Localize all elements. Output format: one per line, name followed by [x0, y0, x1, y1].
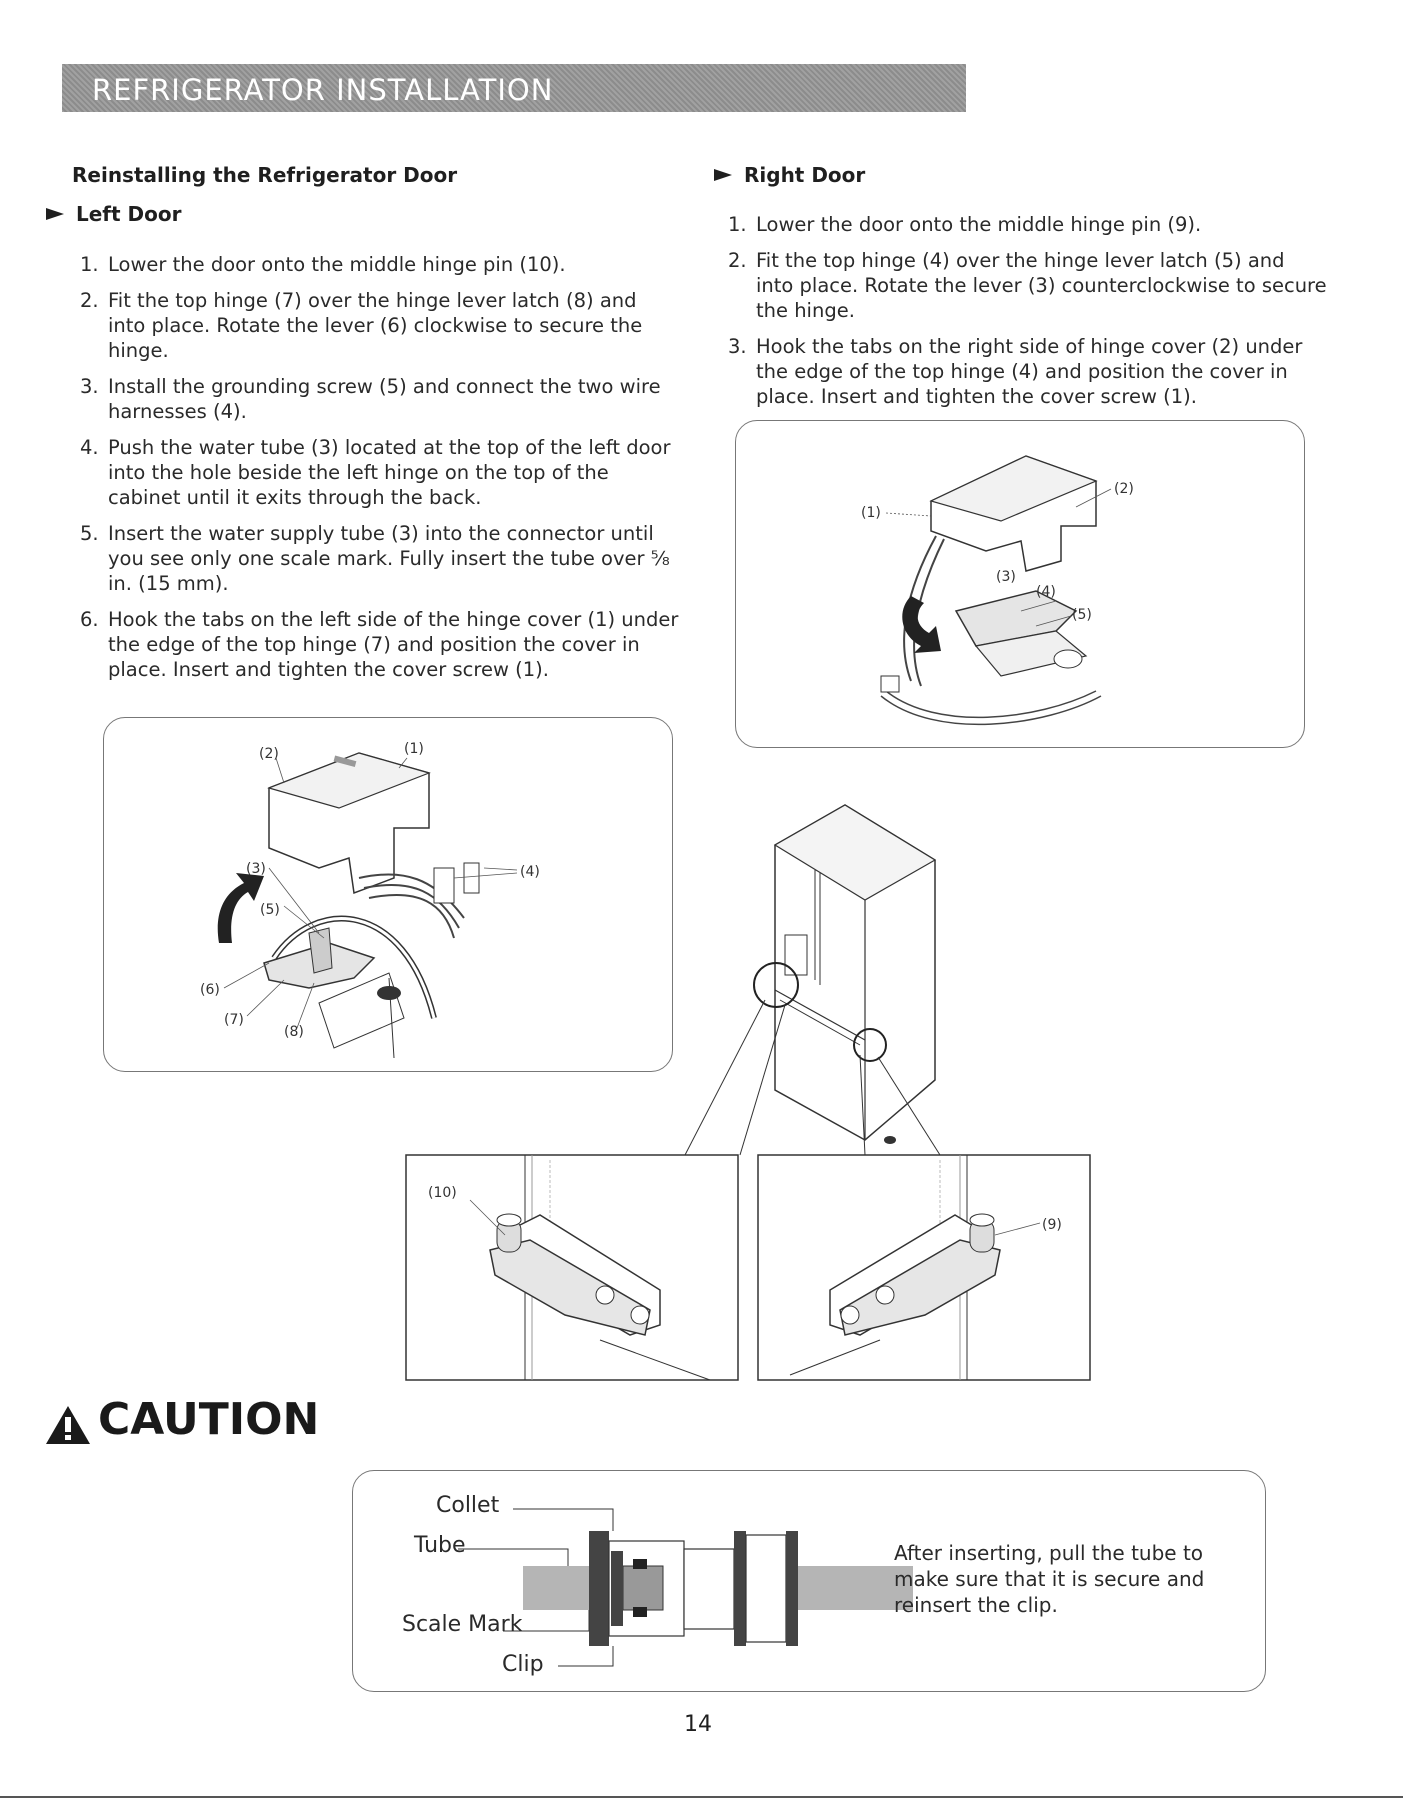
hinge-label-9: (9)	[1042, 1217, 1062, 1233]
arrow-right-icon	[714, 169, 732, 181]
right-fig-label-4: (4)	[1036, 584, 1056, 600]
left-fig-label-3: (3)	[246, 861, 266, 877]
step-number: 2.	[728, 249, 747, 272]
caution-title: CAUTION	[98, 1394, 320, 1445]
right-hinge-figure	[735, 420, 1305, 748]
left-fig-label-8: (8)	[284, 1024, 304, 1040]
refrigerator-middle-hinge-illustration	[400, 795, 1100, 1385]
clip-label: Clip	[502, 1652, 544, 1677]
left-door-label: Left Door	[76, 202, 182, 226]
left-fig-label-7: (7)	[224, 1012, 244, 1028]
right-door-label: Right Door	[744, 163, 866, 187]
section-banner	[62, 64, 966, 112]
scale-mark-label: Scale Mark	[402, 1612, 523, 1637]
right-fig-label-5: (5)	[1072, 607, 1092, 623]
left-fig-label-2: (2)	[259, 746, 279, 762]
left-fig-label-1: (1)	[404, 741, 424, 757]
right-fig-label-2: (2)	[1114, 481, 1134, 497]
step-number: 4.	[80, 436, 99, 459]
step-text: Fit the top hinge (7) over the hinge lever latch (8) and into place. Rotate the lever (6) clockwise to secure the hinge.	[108, 289, 643, 362]
arrow-right-icon	[46, 208, 64, 220]
list-item	[728, 212, 1328, 237]
right-hinge-illustration	[736, 421, 1306, 749]
left-steps	[80, 252, 680, 693]
list-item	[80, 252, 680, 277]
step-number: 3.	[728, 335, 747, 358]
right-steps	[728, 212, 1328, 420]
list-item	[80, 521, 680, 596]
step-number: 5.	[80, 522, 99, 545]
left-fig-label-6: (6)	[200, 982, 220, 998]
step-text: Install the grounding screw (5) and connect the two wire harnesses (4).	[108, 375, 661, 423]
warning-icon	[44, 1404, 92, 1446]
left-fig-label-4: (4)	[520, 864, 540, 880]
step-number: 3.	[80, 375, 99, 398]
list-item	[728, 334, 1328, 409]
step-text: Insert the water supply tube (3) into the connector until you see only one scale mark. Fully insert the tube over ⁵⁄₈ in. (15 mm).	[108, 522, 670, 595]
list-item	[80, 607, 680, 682]
step-text: Hook the tabs on the right side of hinge cover (2) under the edge of the top hinge (4) and position the cover in place. Insert and tighten the cover screw (1).	[756, 335, 1303, 408]
caution-note: After inserting, pull the tube to make sure that it is secure and reinsert the clip.	[894, 1541, 1205, 1617]
list-item	[80, 435, 680, 510]
step-number: 1.	[728, 213, 747, 236]
list-item	[728, 248, 1328, 323]
collet-label: Collet	[436, 1493, 500, 1518]
step-text: Hook the tabs on the left side of the hinge cover (1) under the edge of the top hinge (7) and position the cover in place. Insert and tighten the cover screw (1).	[108, 608, 679, 681]
step-text: Fit the top hinge (4) over the hinge lever latch (5) and into place. Rotate the lever (3) counterclockwise to secure the hinge.	[756, 249, 1327, 322]
list-item	[80, 374, 680, 424]
step-number: 2.	[80, 289, 99, 312]
step-number: 6.	[80, 608, 99, 631]
step-text: Push the water tube (3) located at the top of the left door into the hole beside the left hinge on the top of the cabinet until it exits through the back.	[108, 436, 671, 509]
section-banner-title: REFRIGERATOR INSTALLATION	[92, 73, 554, 107]
left-fig-label-5: (5)	[260, 902, 280, 918]
right-fig-label-3: (3)	[996, 569, 1016, 585]
step-number: 1.	[80, 253, 99, 276]
right-fig-label-1: (1)	[861, 505, 881, 521]
list-item	[80, 288, 680, 363]
page-number: 14	[684, 1712, 712, 1737]
left-title: Reinstalling the Refrigerator Door	[72, 163, 458, 187]
page-bottom-rule	[0, 1796, 1403, 1798]
tube-label: Tube	[414, 1533, 466, 1558]
step-text: Lower the door onto the middle hinge pin (9).	[756, 213, 1202, 236]
left-door-heading	[46, 202, 181, 226]
right-door-heading	[714, 163, 865, 187]
step-text: Lower the door onto the middle hinge pin (10).	[108, 253, 566, 276]
hinge-label-10: (10)	[428, 1185, 457, 1201]
